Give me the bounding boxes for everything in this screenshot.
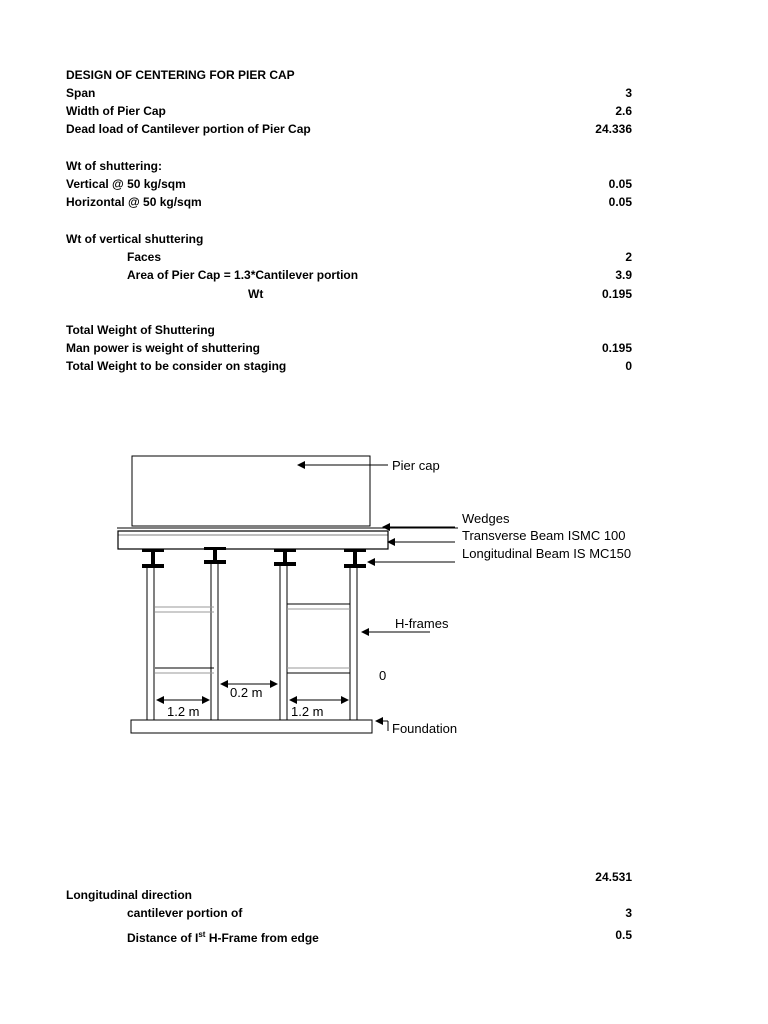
pier-cap-block: [132, 456, 370, 526]
foundation-slab: [131, 720, 372, 733]
dead-load-label: Dead load of Cantilever portion of Pier Cap: [66, 122, 311, 136]
longitudinal-heading: Longitudinal direction: [66, 888, 192, 902]
vertical-rate-value: 0.05: [608, 177, 632, 191]
vertical-rate-label: Vertical @ 50 kg/sqm: [66, 177, 186, 191]
h-frame-right: [280, 566, 357, 720]
h-frames-label: H-frames: [395, 616, 449, 631]
transverse-label: Transverse Beam ISMC 100: [462, 528, 626, 543]
distance-label: Distance of Ist H-Frame from edge: [127, 930, 319, 945]
document-title: DESIGN OF CENTERING FOR PIER CAP: [66, 68, 295, 82]
i-beam-1: [142, 549, 164, 568]
i-beam-3: [274, 549, 296, 566]
cantilever-value: 3: [625, 906, 632, 920]
sum-row: [66, 868, 632, 886]
left-width-label: 1.2 m: [167, 704, 200, 719]
transverse-beam: [118, 531, 388, 549]
manpower-value: 0.195: [601, 341, 632, 355]
area-label: Area of Pier Cap = 1.3*Cantilever portion: [127, 268, 359, 282]
foundation-label: Foundation: [392, 721, 458, 736]
distance-value: 0.5: [615, 928, 632, 942]
dead-load-value: 24.336: [595, 122, 632, 136]
wedges-label: Wedges: [462, 511, 510, 526]
faces-value: 2: [625, 250, 632, 264]
wt-value: 0.195: [601, 287, 632, 301]
staging-label: Total Weight to be consider on staging: [66, 359, 287, 373]
faces-label: Faces: [127, 250, 162, 264]
span-value: 3: [625, 86, 632, 100]
gap-label: 0.2 m: [230, 685, 263, 700]
cantilever-row: [66, 904, 632, 922]
width-value: 2.6: [615, 104, 632, 118]
longitudinal-heading-row: [66, 886, 632, 904]
total-shuttering-label: Total Weight of Shuttering: [66, 323, 215, 337]
staging-value: 0: [625, 359, 632, 373]
distance-row: [66, 926, 632, 944]
distance-superscript: st: [198, 930, 206, 939]
i-beam-2: [204, 547, 226, 564]
right-width-label: 1.2 m: [291, 704, 324, 719]
cantilever-label: cantilever portion of: [127, 906, 243, 920]
horizontal-rate-label: Horizontal @ 50 kg/sqm: [66, 195, 202, 209]
span-label: Span: [66, 86, 96, 100]
shuttering-heading: Wt of shuttering:: [66, 159, 162, 173]
pier-cap-label: Pier cap: [392, 458, 440, 473]
sum-value: 24.531: [595, 870, 632, 884]
i-beam-4: [344, 549, 366, 568]
vertical-shuttering-heading: Wt of vertical shuttering: [66, 232, 204, 246]
area-value: 3.9: [615, 268, 632, 282]
horizontal-rate-value: 0.05: [608, 195, 632, 209]
h-frame-left: [147, 564, 218, 720]
zero-label: 0: [379, 668, 387, 683]
width-label: Width of Pier Cap: [66, 104, 166, 118]
manpower-label: Man power is weight of shuttering: [66, 341, 261, 355]
longitudinal-label: Longitudinal Beam IS MC150: [462, 546, 632, 561]
wt-label: Wt: [248, 287, 264, 301]
